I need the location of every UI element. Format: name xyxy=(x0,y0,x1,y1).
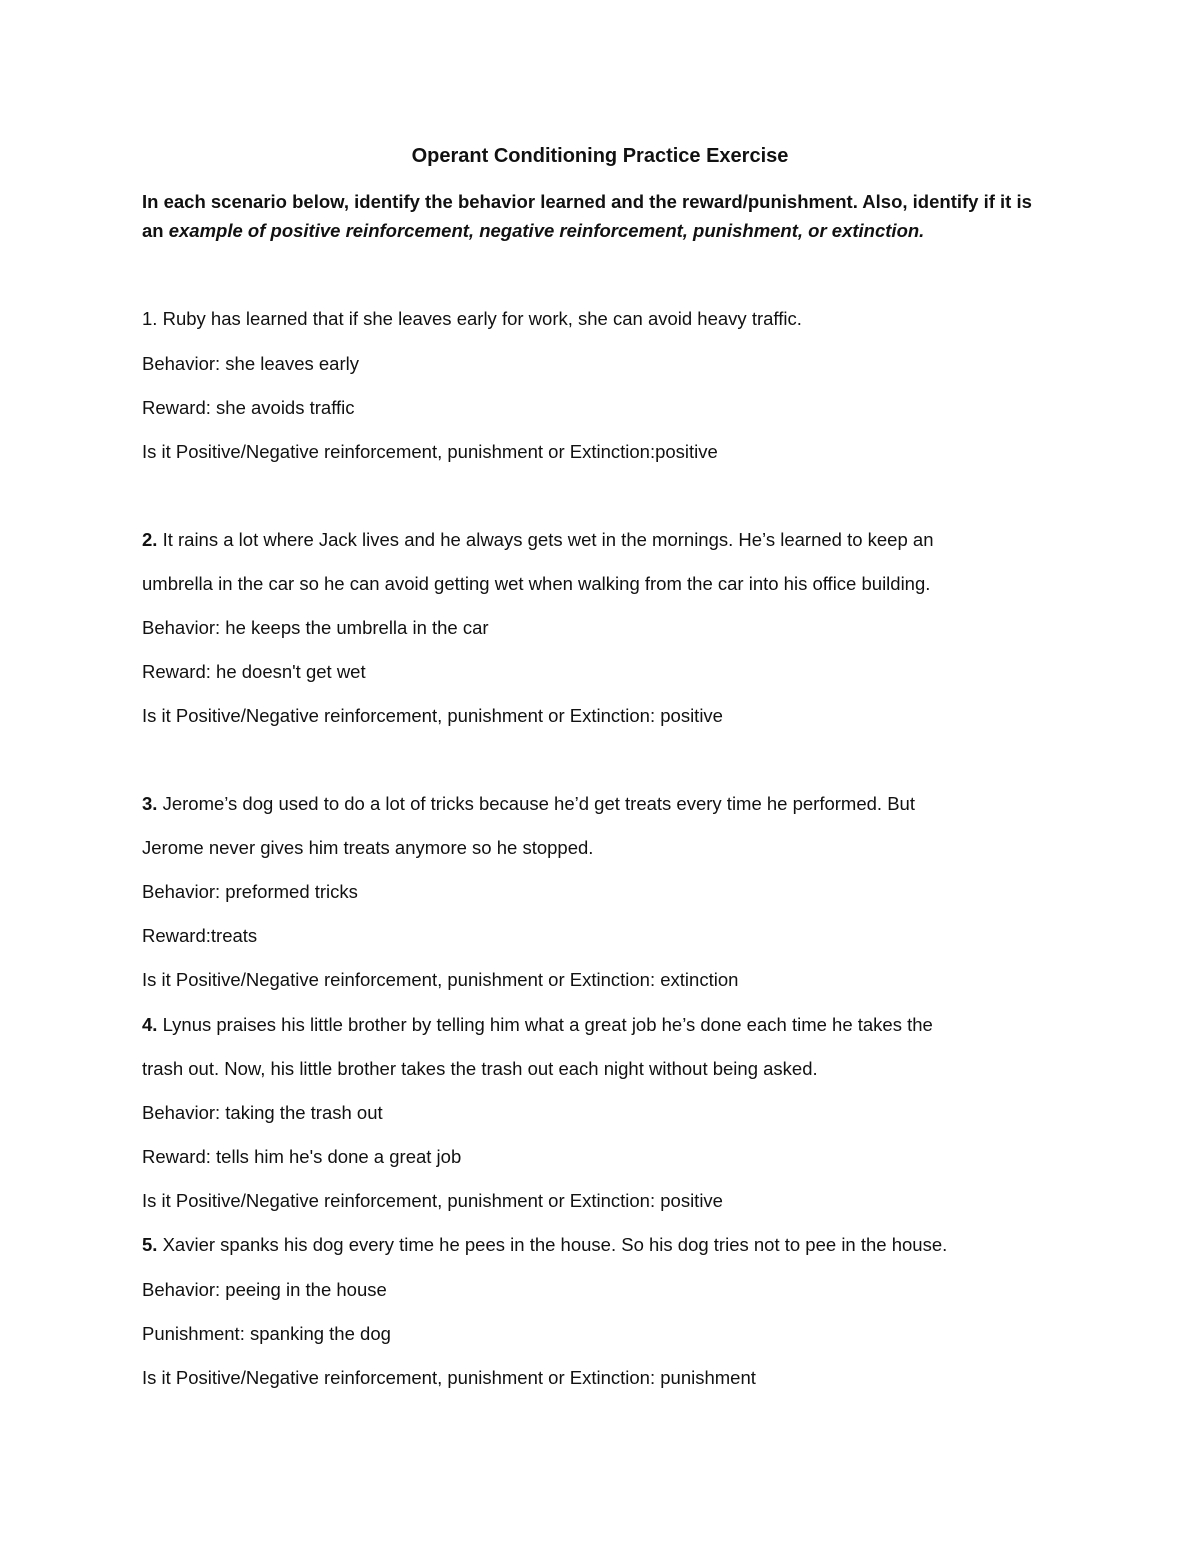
scenario-text: Xavier spanks his dog every time he pees in the house. So his dog tries not to pee in the house. xyxy=(162,1234,948,1255)
scenario-2-text-line-1 xyxy=(142,528,933,552)
scenario-1-consequence: Reward: she avoids traffic xyxy=(142,397,355,418)
scenario-1-text-line-1 xyxy=(142,307,802,331)
scenario-number: 3. xyxy=(142,793,158,814)
scenario-2-consequence: Reward: he doesn't get wet xyxy=(142,661,366,682)
page-title: Operant Conditioning Practice Exercise xyxy=(411,145,789,167)
scenario-3-consequence: Reward:treats xyxy=(142,925,258,946)
instructions-italic: example of positive reinforcement, negative reinforcement, punishment, or extinction. xyxy=(168,220,925,241)
scenario-3-behavior: Behavior: preformed tricks xyxy=(142,881,358,902)
scenario-2-behavior: Behavior: he keeps the umbrella in the car xyxy=(142,617,489,638)
instructions-line-1: In each scenario below, identify the behavior learned and the reward/punishment. Also, identify if it is xyxy=(142,191,1032,212)
scenario-4-text-line-2: trash out. Now, his little brother takes the trash out each night without being asked. xyxy=(142,1058,818,1079)
scenario-number: 4. xyxy=(142,1014,158,1035)
scenario-number: 5. xyxy=(142,1234,158,1255)
scenario-text: Ruby has learned that if she leaves early for work, she can avoid heavy traffic. xyxy=(162,308,802,329)
scenario-number: 2. xyxy=(142,529,158,550)
scenario-4-consequence: Reward: tells him he's done a great job xyxy=(142,1146,462,1167)
scenario-text: Jerome’s dog used to do a lot of tricks because he’d get treats every time he performed. But xyxy=(162,793,915,814)
instructions-line-2 xyxy=(142,219,924,243)
scenario-3-classification: Is it Positive/Negative reinforcement, punishment or Extinction: extinction xyxy=(142,969,739,990)
scenario-3-text-line-1 xyxy=(142,792,915,816)
scenario-5-consequence: Punishment: spanking the dog xyxy=(142,1323,391,1344)
scenario-2-text-line-2: umbrella in the car so he can avoid getting wet when walking from the car into his office building. xyxy=(142,573,931,594)
scenario-4-behavior: Behavior: taking the trash out xyxy=(142,1102,383,1123)
scenario-2-classification: Is it Positive/Negative reinforcement, punishment or Extinction: positive xyxy=(142,705,723,726)
scenario-text: It rains a lot where Jack lives and he always gets wet in the mornings. He’s learned to keep an xyxy=(162,529,934,550)
scenario-1-behavior: Behavior: she leaves early xyxy=(142,353,359,374)
scenario-5-text-line-1 xyxy=(142,1233,947,1257)
scenario-4-classification: Is it Positive/Negative reinforcement, punishment or Extinction: positive xyxy=(142,1190,723,1211)
scenario-number: 1. xyxy=(142,308,158,329)
scenario-4-text-line-1 xyxy=(142,1013,933,1037)
instructions-prefix: an xyxy=(142,220,169,241)
scenario-1-classification: Is it Positive/Negative reinforcement, punishment or Extinction:positive xyxy=(142,441,718,462)
scenario-5-behavior: Behavior: peeing in the house xyxy=(142,1279,387,1300)
scenario-text: Lynus praises his little brother by telling him what a great job he’s done each time he takes the xyxy=(162,1014,933,1035)
scenario-3-text-line-2: Jerome never gives him treats anymore so he stopped. xyxy=(142,837,594,858)
scenario-5-classification: Is it Positive/Negative reinforcement, punishment or Extinction: punishment xyxy=(142,1367,756,1388)
